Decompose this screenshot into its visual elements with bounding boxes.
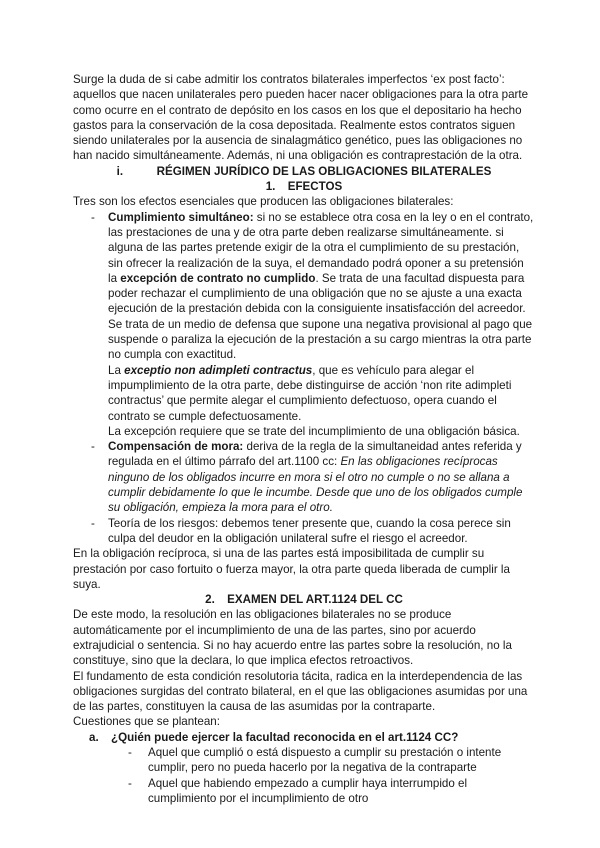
exceptio-paragraph — [108, 363, 535, 424]
heading-text: EXAMEN DEL ART.1124 DEL CC — [227, 593, 403, 607]
effect-text: . Se trata de una facultad dispuesta para poder rechazar el cumplimiento de una obligación que no se ajuste a una exacta ejecución de la prestación debida con la consiguiente insatisfacción del acreedor. Se trata de un medio de defensa que supone una negativa provisional al pago que suspende o paraliza la ejecución de la prestación a su cargo mientras la otra parte no cumpla con exactitud. — [108, 271, 533, 362]
answer-item — [73, 745, 535, 776]
effect-paragraph: Teoría de los riesgos: debemos tener presente que, cuando la cosa perece sin culpa del deudor en la obligación unilateral sufre el riesgo el acreedor. — [108, 516, 511, 545]
effect-cumplimiento-simultaneo — [73, 210, 535, 439]
text-run: , que es vehículo para alegar el impumplimiento de la otra parte, debe distinguirse de acción ‘non rite adimpleti contractus’ que permite alegar el cumplimiento defectuoso, opera cuando el contrato se cumple defectuosamente. — [108, 363, 512, 423]
heading-text: EFECTOS — [287, 180, 343, 194]
dash-bullet: - — [91, 516, 95, 530]
effect-paragraph — [108, 439, 535, 515]
effect-compensacion-mora — [73, 439, 535, 515]
reciproca-paragraph: En la obligación recíproca, si una de las partes está imposibilitada de cumplir su prestación por caso fortuito o fuerza mayor, la otra parte queda liberada de cumplir la suya. — [73, 547, 510, 591]
bold-term: excepción de contrato no cumplido — [120, 271, 316, 285]
heading-text: RÉGIMEN JURÍDICO DE LAS OBLIGACIONES BILATERALES — [156, 164, 492, 178]
effect-text: si no se establece otra cosa en la ley o en el contrato, las prestaciones de una y de otra parte deben realizarse simultáneamente. si alguna de las partes pretende exigir de la otra el cumplimiento de su prestación, sin ofrecer la realización de la suya, el demandado podrá oponer a su pretensión la — [108, 210, 534, 285]
effect-title: Cumplimiento simultáneo: — [108, 210, 254, 224]
heading-regimen-juridico — [73, 164, 535, 179]
dash-bullet: - — [128, 776, 132, 790]
fundamento-paragraph: El fundamento de esta condición resolutoria tácita, radica en la interdependencia de las obligaciones surgidas del contrato bilateral, en el que las obligaciones asumidas por una de las partes, constituyen la causa de las asumidas por la contraparte. — [73, 669, 528, 714]
document-page — [73, 72, 535, 806]
answer-text: Aquel que habiendo empezado a cumplir haya interrumpido el cumplimiento por el incumplimiento de otro — [148, 776, 468, 805]
question-letter: a. — [89, 730, 99, 744]
heading-efectos — [73, 179, 535, 194]
effect-teoria-riesgos — [73, 516, 535, 547]
effects-intro: Tres son los efectos esenciales que producen las obligaciones bilaterales: — [73, 195, 454, 209]
heading-examen-art — [73, 592, 535, 607]
heading-number: 1. — [265, 180, 276, 194]
heading-number: 2. — [205, 593, 215, 607]
heading-numeral: i. — [116, 164, 124, 178]
question-text: ¿Quién puede ejercer la facultad reconocida en el art.1124 CC? — [111, 730, 459, 744]
resolucion-paragraph: De este modo, la resolución en las obligaciones bilaterales no se produce automáticamente por el incumplimiento de una de las partes, sino por acuerdo extrajudicial o sentencia. Si no hay acuerdo entre las partes sobre la resolución, no la constituye, sino que la declara, lo que implica efectos retroactivos. — [73, 608, 512, 668]
effect-title: Compensación de mora: — [108, 440, 244, 454]
cuestiones-label: Cuestiones que se plantean: — [73, 715, 220, 729]
text-run: La — [108, 363, 125, 377]
intro-paragraph: Surge la duda de si cabe admitir los contratos bilaterales imperfectos ‘ex post facto’: aquellos que nacen unilaterales pero pueden hacer nacer obligaciones para la otra parte como ocurre en el contrato de depósito en los casos en los que el depositario ha hecho gastos para la conservación de la cosa depositada. Realmente estos contratos siguen siendo unilaterales por la ausencia de sinalagmático genético, pues las obligaciones no han nacido simultáneamente. Además, ni una obligación es contraprestación de la otra. — [73, 73, 529, 163]
excepcion-requisito: La excepción requiere que se trate del incumplimiento de una obligación básica. — [108, 424, 520, 438]
latin-term: exceptio non adimpleti contractus — [124, 363, 313, 377]
answer-item — [73, 776, 535, 807]
dash-bullet: - — [91, 440, 95, 454]
question-a — [73, 730, 535, 745]
effects-list — [73, 210, 535, 547]
dash-bullet: - — [128, 746, 132, 760]
legal-quote: En las obligaciones recíprocas ninguno de los obligados incurre en mora si el otro no cumple o no se allana a cumplir debidamente lo que le incumbe. Desde que uno de los obligados cumple su obligación, empieza la mora para el otro. — [108, 455, 523, 515]
answer-text: Aquel que cumplió o está dispuesto a cumplir su prestación o intente cumplir, pero no pueda hacerlo por la negativa de la contraparte — [148, 746, 502, 775]
effect-paragraph — [108, 210, 535, 363]
dash-bullet: - — [91, 210, 95, 224]
effect-text: deriva de la regla de la simultaneidad antes referida y regulada en el último párrafo del art.1100 cc: — [108, 440, 522, 469]
